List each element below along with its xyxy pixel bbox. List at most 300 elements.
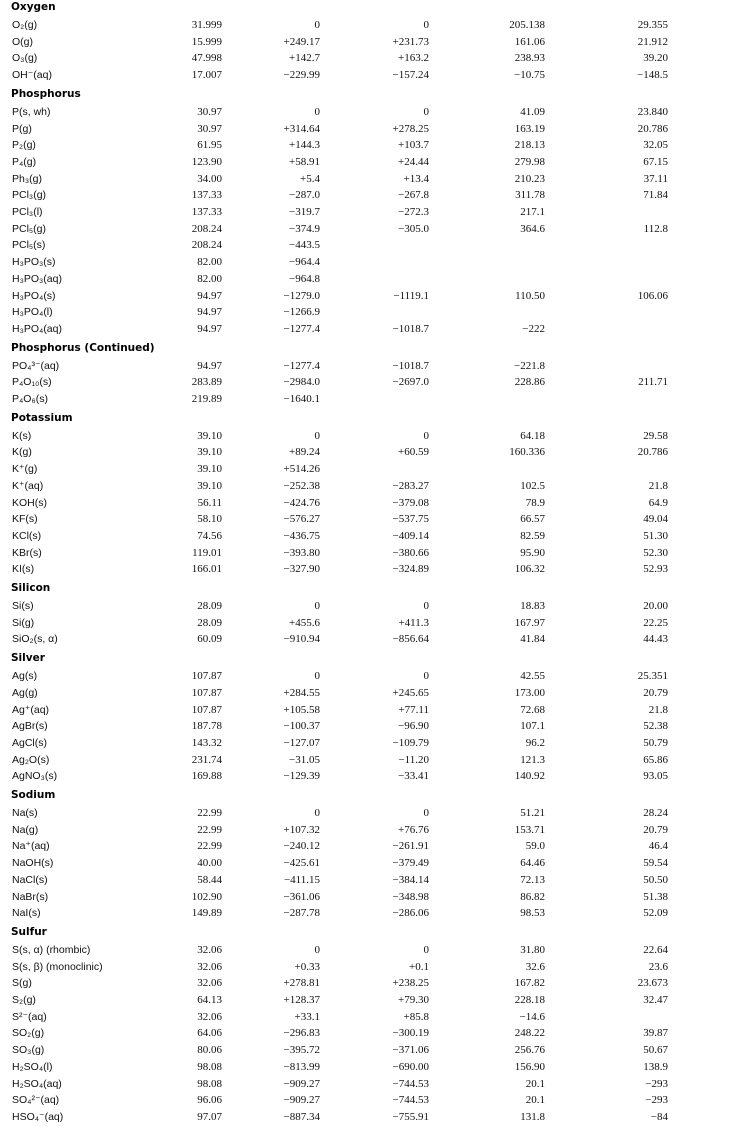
gibbs-energy-of-formation-cell: +163.2	[398, 52, 429, 65]
molar-mass-cell: 32.06	[197, 960, 222, 973]
table-row	[0, 769, 738, 785]
table-row	[0, 289, 738, 305]
molar-mass-cell: 56.11	[197, 496, 222, 509]
gibbs-energy-of-formation-cell: −267.8	[398, 189, 429, 202]
species-cell: P(s, wh)	[12, 105, 51, 118]
molar-entropy-cell: 82.59	[520, 529, 545, 542]
enthalpy-of-formation-cell: +128.37	[283, 994, 320, 1006]
species-cell: H₃PO₄(l)	[12, 306, 53, 319]
molar-entropy-cell: 72.13	[520, 873, 545, 886]
heat-capacity-cell: 50.79	[643, 736, 668, 749]
enthalpy-of-formation-cell: −964.8	[289, 272, 320, 285]
gibbs-energy-of-formation-cell: 0	[423, 670, 429, 683]
species-cell: H₂SO₄(aq)	[12, 1077, 62, 1090]
heat-capacity-cell: 28.24	[643, 807, 668, 819]
molar-entropy-cell: 64.18	[520, 429, 545, 442]
molar-mass-cell: 32.06	[197, 1010, 222, 1023]
molar-entropy-cell: 64.46	[520, 857, 545, 870]
enthalpy-of-formation-cell: −319.7	[289, 206, 320, 218]
enthalpy-of-formation-cell: 0	[314, 943, 320, 956]
species-cell: S₂(g)	[12, 994, 36, 1006]
molar-mass-cell: 28.09	[197, 616, 222, 629]
molar-entropy-cell: 121.3	[520, 753, 545, 766]
table-row	[0, 873, 738, 889]
table-row	[0, 512, 738, 528]
heat-capacity-cell: 112.8	[643, 222, 668, 235]
table-row	[0, 496, 738, 512]
species-cell: Si(s)	[12, 600, 34, 612]
molar-entropy-cell: 218.13	[514, 139, 545, 152]
enthalpy-of-formation-cell: −910.94	[283, 633, 320, 646]
molar-entropy-cell: 131.8	[520, 1110, 545, 1123]
molar-entropy-cell: 238.93	[514, 52, 545, 65]
molar-entropy-cell: 31.80	[520, 943, 545, 956]
section-title: Silver	[11, 652, 45, 665]
enthalpy-of-formation-cell: +144.3	[289, 139, 320, 152]
enthalpy-of-formation-cell: 0	[314, 807, 320, 819]
species-cell: H₃PO₄(aq)	[12, 322, 62, 335]
molar-mass-cell: 208.24	[191, 239, 222, 252]
gibbs-energy-of-formation-cell: −261.91	[392, 840, 429, 853]
table-row	[0, 976, 738, 992]
table-row	[0, 823, 738, 839]
species-cell: Si(g)	[12, 616, 35, 629]
table-row	[0, 138, 738, 154]
gibbs-energy-of-formation-cell: −348.98	[392, 890, 429, 903]
heat-capacity-cell: 65.86	[643, 753, 668, 766]
molar-entropy-cell: 96.2	[525, 736, 545, 749]
molar-entropy-cell: 205.138	[509, 19, 545, 31]
section-title: Potassium	[11, 411, 73, 424]
species-cell: P₄(g)	[12, 155, 37, 168]
enthalpy-of-formation-cell: −129.39	[283, 770, 320, 783]
table-row	[0, 806, 738, 822]
enthalpy-of-formation-cell: −1277.4	[283, 322, 320, 335]
heat-capacity-cell: 23.673	[637, 977, 668, 990]
enthalpy-of-formation-cell: −443.5	[289, 239, 320, 252]
enthalpy-of-formation-cell: +58.91	[289, 155, 320, 168]
enthalpy-of-formation-cell: +278.81	[283, 977, 320, 990]
molar-mass-cell: 137.33	[191, 206, 222, 218]
heat-capacity-cell: −84	[650, 1110, 668, 1123]
molar-mass-cell: 96.06	[197, 1094, 222, 1107]
table-row	[0, 616, 738, 632]
enthalpy-of-formation-cell: +0.33	[294, 960, 320, 973]
gibbs-energy-of-formation-cell: 0	[423, 105, 429, 118]
molar-entropy-cell: 140.92	[514, 770, 545, 783]
gibbs-energy-of-formation-cell: +79.30	[398, 994, 429, 1006]
table-row	[0, 35, 738, 51]
heat-capacity-cell: −148.5	[637, 69, 668, 82]
gibbs-energy-of-formation-cell: −2697.0	[392, 376, 429, 389]
species-cell: O(g)	[12, 35, 33, 48]
table-row	[0, 632, 738, 648]
molar-mass-cell: 28.09	[197, 600, 222, 612]
molar-mass-cell: 231.74	[191, 753, 222, 766]
table-row	[0, 429, 738, 445]
gibbs-energy-of-formation-cell: +76.76	[398, 823, 429, 836]
enthalpy-of-formation-cell: −425.61	[283, 857, 320, 870]
species-cell: KI(s)	[12, 563, 35, 576]
enthalpy-of-formation-cell: +5.4	[300, 172, 320, 185]
heat-capacity-cell: 22.25	[643, 616, 668, 629]
table-row	[0, 322, 738, 338]
gibbs-energy-of-formation-cell: −379.49	[392, 857, 429, 870]
table-row	[0, 686, 738, 702]
enthalpy-of-formation-cell: +249.17	[283, 35, 320, 48]
species-cell: PCl₅(g)	[12, 222, 46, 235]
gibbs-energy-of-formation-cell: +411.3	[398, 616, 429, 629]
enthalpy-of-formation-cell: −287.78	[283, 907, 320, 920]
enthalpy-of-formation-cell: +105.58	[283, 703, 320, 716]
molar-mass-cell: 61.95	[197, 139, 222, 152]
molar-mass-cell: 107.87	[191, 686, 222, 699]
table-row	[0, 562, 738, 578]
gibbs-energy-of-formation-cell: −300.19	[392, 1027, 429, 1040]
heat-capacity-cell: 22.64	[643, 943, 668, 956]
species-cell: Ag₂O(s)	[12, 753, 50, 766]
enthalpy-of-formation-cell: −395.72	[283, 1044, 320, 1057]
molar-entropy-cell: 173.00	[514, 686, 545, 699]
enthalpy-of-formation-cell: −127.07	[283, 736, 320, 749]
heat-capacity-cell: 20.79	[643, 686, 668, 699]
gibbs-energy-of-formation-cell: −324.89	[392, 563, 429, 576]
enthalpy-of-formation-cell: −1277.4	[283, 359, 320, 372]
species-cell: H₃PO₃(aq)	[12, 272, 62, 285]
enthalpy-of-formation-cell: +33.1	[294, 1010, 320, 1023]
molar-entropy-cell: 167.97	[514, 616, 545, 629]
table-row	[0, 856, 738, 872]
species-cell: NaOH(s)	[12, 857, 54, 870]
molar-entropy-cell: 20.1	[525, 1094, 545, 1107]
gibbs-energy-of-formation-cell: −96.90	[398, 720, 429, 733]
enthalpy-of-formation-cell: +107.32	[283, 823, 320, 836]
molar-mass-cell: 166.01	[191, 563, 222, 576]
heat-capacity-cell: 50.67	[643, 1044, 668, 1057]
molar-entropy-cell: −222	[522, 322, 545, 335]
heat-capacity-cell: 25.351	[637, 670, 668, 683]
gibbs-energy-of-formation-cell: −744.53	[392, 1077, 429, 1090]
molar-mass-cell: 58.44	[197, 873, 222, 886]
molar-entropy-cell: 228.18	[514, 994, 545, 1006]
table-row	[0, 753, 738, 769]
gibbs-energy-of-formation-cell: −371.06	[392, 1044, 429, 1057]
molar-mass-cell: 123.90	[191, 155, 222, 168]
enthalpy-of-formation-cell: −2984.0	[283, 376, 320, 389]
species-cell: P₄O₆(s)	[12, 393, 48, 405]
species-cell: Ph₃(g)	[12, 172, 42, 185]
heat-capacity-cell: 21.912	[637, 35, 668, 48]
gibbs-energy-of-formation-cell: −690.00	[392, 1060, 429, 1073]
molar-entropy-cell: 66.57	[520, 513, 545, 526]
molar-mass-cell: 119.01	[192, 546, 222, 559]
gibbs-energy-of-formation-cell: +238.25	[392, 977, 429, 990]
heat-capacity-cell: 20.79	[643, 823, 668, 836]
molar-mass-cell: 94.97	[197, 289, 222, 302]
molar-entropy-cell: −14.6	[519, 1010, 545, 1023]
molar-entropy-cell: 20.1	[525, 1077, 545, 1090]
species-cell: KCl(s)	[12, 529, 42, 542]
species-cell: SO₃(g)	[12, 1044, 45, 1057]
heat-capacity-cell: 64.9	[648, 496, 668, 509]
enthalpy-of-formation-cell: 0	[314, 670, 320, 683]
molar-entropy-cell: 160.336	[509, 446, 545, 459]
gibbs-energy-of-formation-cell: 0	[423, 600, 429, 612]
heat-capacity-cell: −293	[645, 1094, 668, 1107]
table-row	[0, 599, 738, 615]
molar-mass-cell: 22.99	[197, 840, 222, 853]
gibbs-energy-of-formation-cell: −379.08	[392, 496, 429, 509]
table-row	[0, 222, 738, 238]
table-row	[0, 122, 738, 138]
molar-entropy-cell: 72.68	[520, 703, 545, 716]
gibbs-energy-of-formation-cell: −384.14	[392, 873, 429, 886]
enthalpy-of-formation-cell: −296.83	[283, 1027, 320, 1040]
enthalpy-of-formation-cell: 0	[314, 105, 320, 118]
gibbs-energy-of-formation-cell: +13.4	[403, 172, 429, 185]
heat-capacity-cell: 44.43	[643, 633, 668, 646]
table-row	[0, 392, 738, 408]
table-row	[0, 272, 738, 288]
table-row	[0, 172, 738, 188]
gibbs-energy-of-formation-cell: −305.0	[398, 222, 429, 235]
enthalpy-of-formation-cell: −411.15	[283, 873, 320, 886]
species-cell: P₂(g)	[12, 139, 36, 152]
gibbs-energy-of-formation-cell: +0.1	[409, 960, 429, 973]
gibbs-energy-of-formation-cell: −744.53	[392, 1094, 429, 1107]
species-cell: OH⁻(aq)	[12, 69, 52, 82]
molar-mass-cell: 40.00	[197, 857, 222, 870]
species-cell: Na(s)	[12, 807, 38, 819]
enthalpy-of-formation-cell: +455.6	[289, 616, 320, 629]
molar-mass-cell: 22.99	[197, 823, 222, 836]
heat-capacity-cell: 39.87	[643, 1027, 668, 1040]
table-row	[0, 1077, 738, 1093]
molar-mass-cell: 60.09	[197, 633, 222, 646]
enthalpy-of-formation-cell: −361.06	[283, 890, 320, 903]
heat-capacity-cell: 49.04	[643, 513, 668, 526]
molar-mass-cell: 58.10	[197, 513, 222, 526]
molar-entropy-cell: 41.84	[520, 633, 545, 646]
molar-mass-cell: 169.88	[191, 770, 222, 783]
molar-entropy-cell: 32.6	[525, 960, 545, 973]
heat-capacity-cell: 52.38	[643, 720, 668, 733]
enthalpy-of-formation-cell: −374.9	[289, 222, 320, 235]
molar-entropy-cell: 311.78	[515, 189, 545, 202]
molar-mass-cell: 74.56	[197, 529, 222, 542]
molar-mass-cell: 22.99	[197, 807, 222, 819]
enthalpy-of-formation-cell: −813.99	[283, 1060, 320, 1073]
molar-mass-cell: 219.89	[191, 393, 222, 405]
gibbs-energy-of-formation-cell: −755.91	[392, 1110, 429, 1123]
species-cell: S(g)	[12, 977, 32, 990]
species-cell: SO₄²⁻(aq)	[12, 1094, 60, 1107]
heat-capacity-cell: 32.05	[643, 139, 668, 152]
molar-mass-cell: 283.89	[191, 376, 222, 389]
enthalpy-of-formation-cell: +142.7	[289, 52, 320, 65]
enthalpy-of-formation-cell: −31.05	[289, 753, 320, 766]
table-row	[0, 255, 738, 271]
species-cell: Ag⁺(aq)	[12, 703, 50, 716]
molar-mass-cell: 30.97	[197, 122, 222, 135]
species-cell: S(s, β) (monoclinic)	[12, 960, 103, 973]
molar-mass-cell: 15.999	[191, 35, 222, 48]
enthalpy-of-formation-cell: −240.12	[283, 840, 320, 853]
species-cell: HSO₄⁻(aq)	[12, 1110, 64, 1123]
molar-entropy-cell: 210.23	[514, 172, 545, 185]
species-cell: KF(s)	[12, 513, 38, 526]
molar-entropy-cell: 86.82	[520, 890, 545, 903]
species-cell: PO₄³⁻(aq)	[12, 359, 60, 372]
enthalpy-of-formation-cell: −887.34	[283, 1110, 320, 1123]
molar-entropy-cell: 98.53	[520, 907, 545, 920]
gibbs-energy-of-formation-cell: −33.41	[398, 770, 429, 783]
molar-mass-cell: 94.97	[197, 306, 222, 319]
molar-mass-cell: 94.97	[197, 322, 222, 335]
gibbs-energy-of-formation-cell: −380.66	[392, 546, 429, 559]
gibbs-energy-of-formation-cell: −157.24	[392, 69, 429, 82]
species-cell: H₂SO₄(l)	[12, 1060, 53, 1073]
molar-mass-cell: 31.999	[191, 19, 222, 31]
species-cell: PCl₃(g)	[12, 189, 47, 202]
species-cell: SO₂(g)	[12, 1027, 45, 1040]
heat-capacity-cell: 20.786	[637, 446, 668, 459]
species-cell: KBr(s)	[12, 546, 42, 559]
table-row	[0, 960, 738, 976]
species-cell: O₃(g)	[12, 52, 38, 65]
table-row	[0, 736, 738, 752]
enthalpy-of-formation-cell: −909.27	[283, 1077, 320, 1090]
enthalpy-of-formation-cell: −909.27	[283, 1094, 320, 1107]
molar-mass-cell: 39.10	[197, 446, 222, 459]
section-title: Phosphorus (Continued)	[11, 341, 155, 354]
molar-mass-cell: 98.08	[197, 1077, 222, 1090]
heat-capacity-cell: 32.47	[643, 994, 668, 1006]
molar-mass-cell: 208.24	[191, 222, 222, 235]
heat-capacity-cell: 23.6	[648, 960, 668, 973]
gibbs-energy-of-formation-cell: 0	[423, 429, 429, 442]
heat-capacity-cell: 138.9	[643, 1060, 668, 1073]
gibbs-energy-of-formation-cell: +24.44	[398, 155, 429, 168]
species-cell: NaI(s)	[12, 907, 41, 920]
molar-entropy-cell: −221.8	[514, 359, 545, 372]
species-cell: S(s, α) (rhombic)	[12, 943, 91, 956]
heat-capacity-cell: 106.06	[637, 289, 668, 302]
gibbs-energy-of-formation-cell: −286.06	[392, 907, 429, 920]
molar-mass-cell: 187.78	[191, 720, 222, 733]
enthalpy-of-formation-cell: 0	[314, 429, 320, 442]
heat-capacity-cell: 52.93	[643, 563, 668, 576]
section-title: Phosphorus	[11, 87, 81, 100]
heat-capacity-cell: 52.30	[643, 546, 668, 559]
table-row	[0, 1010, 738, 1026]
table-row	[0, 546, 738, 562]
enthalpy-of-formation-cell: −229.99	[283, 69, 320, 82]
molar-mass-cell: 107.87	[191, 670, 222, 683]
molar-entropy-cell: 161.06	[514, 35, 545, 48]
molar-mass-cell: 94.97	[197, 359, 222, 372]
species-cell: KOH(s)	[12, 496, 47, 509]
species-cell: K⁺(aq)	[12, 479, 44, 492]
molar-entropy-cell: −10.75	[514, 69, 545, 82]
enthalpy-of-formation-cell: −964.4	[289, 256, 320, 269]
species-cell: P₄O₁₀(s)	[12, 376, 52, 389]
table-row	[0, 68, 738, 84]
molar-entropy-cell: 279.98	[514, 155, 545, 168]
enthalpy-of-formation-cell: −576.27	[283, 513, 320, 526]
table-row	[0, 155, 738, 171]
enthalpy-of-formation-cell: −287.0	[289, 189, 320, 202]
enthalpy-of-formation-cell: −393.80	[283, 546, 320, 559]
heat-capacity-cell: 67.15	[643, 155, 668, 168]
species-cell: Ag(g)	[12, 686, 38, 699]
enthalpy-of-formation-cell: −327.90	[283, 563, 320, 576]
molar-mass-cell: 64.06	[197, 1027, 222, 1040]
table-row	[0, 305, 738, 321]
gibbs-energy-of-formation-cell: −1119.1	[393, 289, 429, 302]
gibbs-energy-of-formation-cell: −537.75	[392, 513, 429, 526]
heat-capacity-cell: 59.54	[643, 857, 668, 870]
section-title: Sodium	[11, 789, 56, 801]
molar-mass-cell: 17.007	[191, 69, 222, 82]
gibbs-energy-of-formation-cell: +60.59	[398, 446, 429, 459]
enthalpy-of-formation-cell: −1279.0	[283, 289, 320, 302]
gibbs-energy-of-formation-cell: 0	[423, 19, 429, 31]
species-cell: AgNO₃(s)	[12, 770, 58, 783]
table-row	[0, 188, 738, 204]
gibbs-energy-of-formation-cell: −1018.7	[392, 322, 429, 335]
molar-entropy-cell: 153.71	[514, 823, 545, 836]
molar-mass-cell: 102.90	[191, 890, 222, 903]
table-row	[0, 993, 738, 1009]
gibbs-energy-of-formation-cell: −856.64	[392, 633, 429, 646]
enthalpy-of-formation-cell: −424.76	[283, 496, 320, 509]
heat-capacity-cell: 39.20	[643, 52, 668, 65]
molar-mass-cell: 39.10	[197, 429, 222, 442]
enthalpy-of-formation-cell: +514.26	[283, 463, 320, 476]
enthalpy-of-formation-cell: −1640.1	[283, 393, 320, 405]
table-row	[0, 359, 738, 375]
molar-mass-cell: 80.06	[197, 1044, 222, 1057]
molar-entropy-cell: 78.9	[525, 496, 545, 509]
species-cell: Na⁺(aq)	[12, 840, 50, 853]
species-cell: NaCl(s)	[12, 873, 48, 886]
table-row	[0, 205, 738, 221]
molar-mass-cell: 32.06	[197, 943, 222, 956]
molar-entropy-cell: 18.83	[520, 600, 545, 612]
species-cell: PCl₅(s)	[12, 239, 46, 252]
heat-capacity-cell: 51.38	[643, 890, 668, 903]
gibbs-energy-of-formation-cell: −11.20	[398, 753, 429, 766]
molar-entropy-cell: 364.6	[520, 222, 545, 235]
gibbs-energy-of-formation-cell: −1018.7	[392, 359, 429, 372]
species-cell: Ag(s)	[12, 670, 38, 683]
gibbs-energy-of-formation-cell: −272.3	[398, 206, 429, 218]
table-row	[0, 18, 738, 34]
molar-mass-cell: 64.13	[197, 994, 222, 1006]
gibbs-energy-of-formation-cell: −409.14	[392, 529, 429, 542]
heat-capacity-cell: 93.05	[643, 770, 668, 783]
molar-mass-cell: 107.87	[191, 703, 222, 716]
molar-mass-cell: 149.89	[191, 907, 222, 920]
molar-mass-cell: 34.00	[197, 172, 222, 185]
table-row	[0, 238, 738, 254]
molar-entropy-cell: 41.09	[520, 105, 545, 118]
molar-entropy-cell: 42.55	[520, 670, 545, 683]
heat-capacity-cell: 37.11	[643, 172, 668, 185]
heat-capacity-cell: 21.8	[648, 703, 668, 716]
enthalpy-of-formation-cell: +284.55	[283, 686, 320, 699]
